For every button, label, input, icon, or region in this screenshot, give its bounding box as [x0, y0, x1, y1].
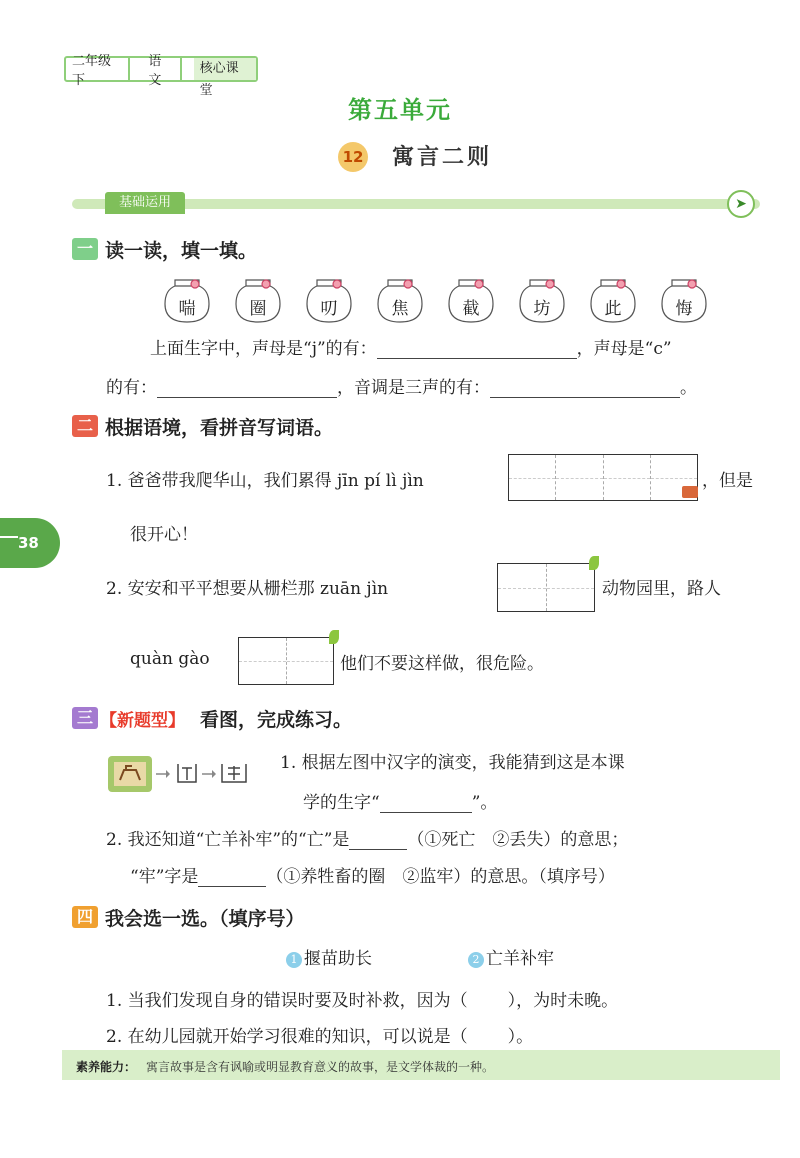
- q2-item1-text: 1. 爸爸带我爬华山，我们累得 jīn pí lì jìn: [106, 471, 424, 491]
- word-grid-2[interactable]: [497, 563, 595, 612]
- section-bar-label: 基础运用: [105, 192, 185, 214]
- q2-item2-pinyin: quàn gào: [130, 649, 210, 669]
- answer-blank-tone3[interactable]: [490, 397, 680, 398]
- q3-item1-text: 1. 根据左图中汉字的演变，我能猜到这是本课: [280, 753, 625, 773]
- character-evolution-image: [106, 752, 256, 796]
- jar-char-6: 坊: [533, 299, 551, 319]
- unit-title: 第五单元: [348, 96, 452, 124]
- new-question-badge: 【新题型】: [100, 711, 185, 731]
- q1-title: 读一读，填一填。: [105, 240, 258, 262]
- q1-line1: 上面生字中，声母是“j”的有： ，声母是“c”: [150, 339, 672, 359]
- q2-item2-tail: 动物园里，路人: [602, 579, 721, 599]
- subject-label: 语文: [148, 54, 162, 88]
- lesson-title: 寓言二则: [392, 145, 493, 170]
- q3-title: 看图，完成练习。: [200, 709, 353, 731]
- footer-text: 寓言故事是含有讽喻或明显教育意义的故事，是文学体裁的一种。: [146, 1060, 495, 1074]
- word-grid-1[interactable]: [508, 454, 698, 501]
- house-icon: [682, 486, 698, 498]
- answer-blank-wang[interactable]: [349, 849, 407, 850]
- evolution-icons: [106, 752, 256, 796]
- leaf-icon: [329, 630, 339, 644]
- jar-char-4: 焦: [391, 299, 409, 319]
- q4-item2: 2. 在幼儿园就开始学习很难的知识，可以说是（ ）。: [106, 1027, 534, 1047]
- q2-item1-cont: 很开心！: [130, 525, 198, 545]
- word-grid-3[interactable]: [238, 637, 334, 685]
- series-label: 核心课堂: [194, 58, 256, 80]
- q4-option-2: 2 亡羊补牢: [468, 944, 554, 969]
- answer-blank-lao[interactable]: [198, 886, 266, 887]
- answer-blank-c[interactable]: [157, 397, 337, 398]
- page-number: 38: [18, 534, 39, 552]
- q4-title: 我会选一选。（填序号）: [105, 908, 305, 930]
- footer-label: 素养能力：: [76, 1060, 137, 1074]
- answer-blank-char[interactable]: [380, 812, 472, 813]
- q3-item2-line1: 2. 我还知道“亡羊补牢”的“亡”是 （①死亡 ②丢失）的意思；: [106, 830, 629, 850]
- q2-item2-end: 他们不要这样做，很危险。: [340, 654, 544, 674]
- q4-icon: 四: [72, 906, 98, 928]
- q1-icon: 一: [72, 238, 98, 260]
- q4-option-1: 1 揠苗助长: [286, 944, 372, 969]
- q2-item1-tail: ，但是: [702, 471, 753, 491]
- jar-char-8: 悔: [675, 299, 693, 319]
- answer-blank-j[interactable]: [377, 358, 577, 359]
- jar-char-7: 此: [604, 299, 622, 319]
- grade-label: 二年级下: [72, 54, 112, 88]
- q2-title: 根据语境，看拼音写词语。: [105, 417, 334, 439]
- q3-icon: 三: [72, 707, 98, 729]
- page-number-tab: [0, 518, 60, 568]
- q2-icon: 二: [72, 415, 98, 437]
- q1-line2: 的有： ，音调是三声的有： 。: [106, 378, 697, 398]
- q4-item1: 1. 当我们发现自身的错误时要及时补救，因为（ ），为时未晚。: [106, 991, 619, 1011]
- jar-char-2: 圈: [249, 299, 267, 319]
- jar-char-1: 喘: [178, 299, 196, 319]
- lesson-number-badge: 12: [338, 142, 368, 172]
- q3-item2-line2: “牢”字是 （①养牲畜的圈 ②监牢）的意思。（填序号）: [130, 867, 615, 887]
- q2-item2-text: 2. 安安和平平想要从栅栏那 zuān jìn: [106, 579, 389, 599]
- q3-item1-line2: 学的生字“ ”。: [303, 793, 498, 813]
- leaf-icon: [589, 556, 599, 570]
- jar-char-5: 截: [462, 299, 480, 319]
- paper-plane-icon: ➤: [727, 190, 755, 218]
- jar-char-3: 叨: [320, 299, 338, 319]
- book-header: [64, 54, 258, 98]
